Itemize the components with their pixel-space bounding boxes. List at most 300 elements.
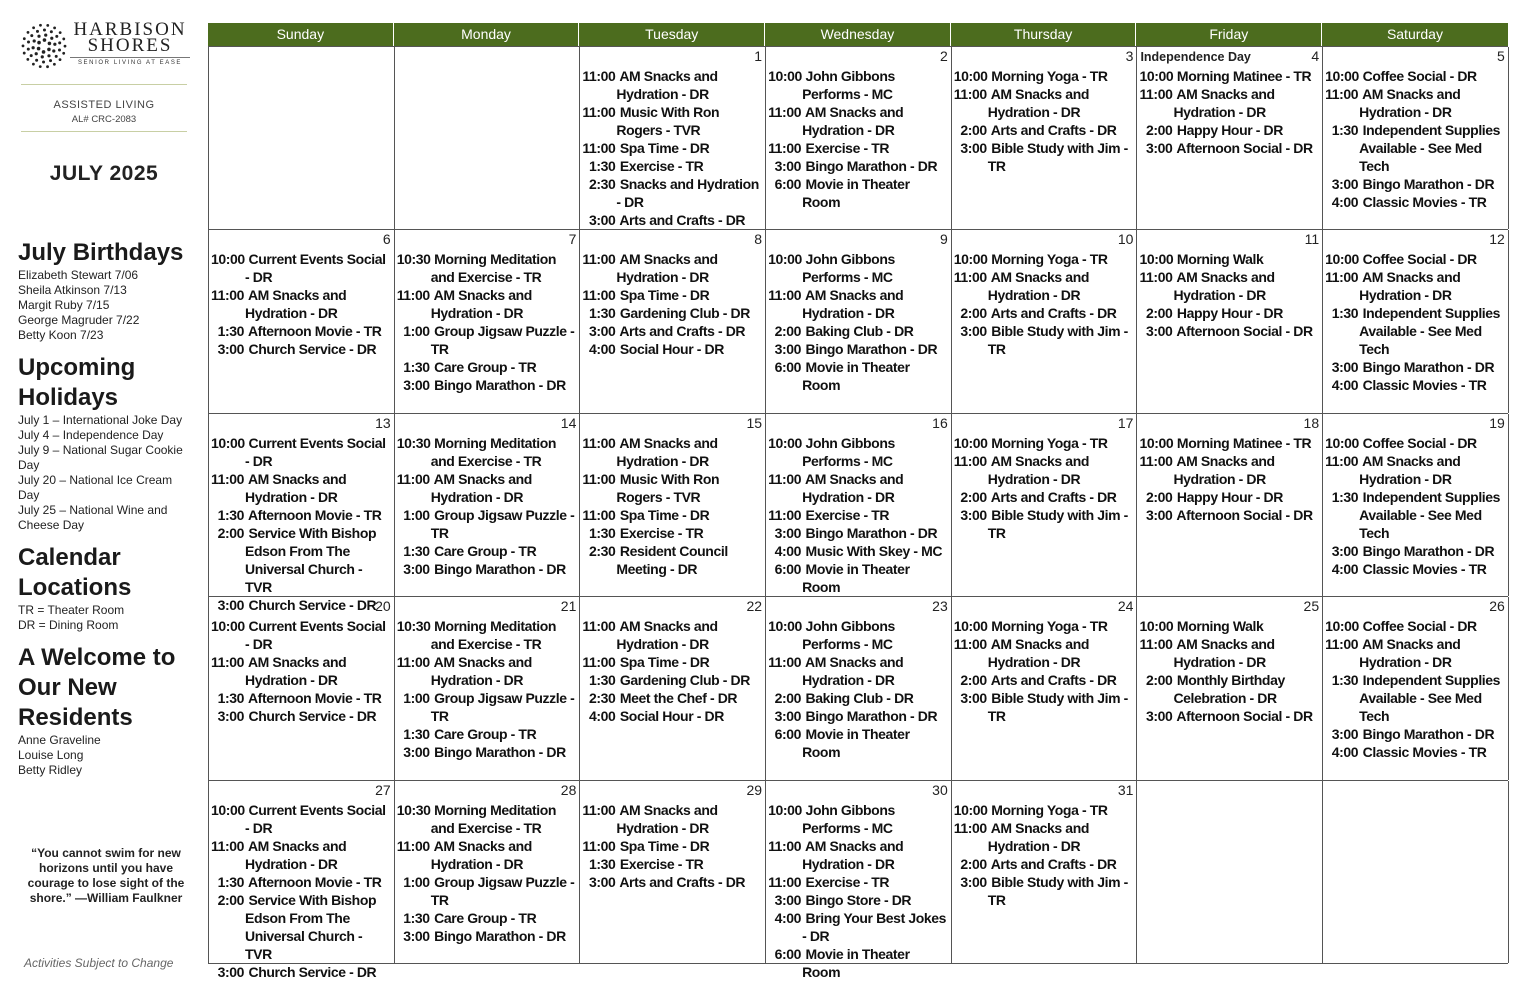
event-list (211, 250, 392, 358)
event-description: AM Snacks and Hydration - DR (987, 452, 1089, 487)
faulkner-quote: “You cannot swim for new horizons until you have courage to lose sight of the shore.” —William Faulkner (27, 846, 185, 905)
event-time: 3:00 (1331, 176, 1359, 192)
event-item (211, 891, 392, 963)
event-description: AM Snacks and Hydration - DR (616, 251, 718, 286)
event-item (582, 211, 763, 229)
event-time: 11:00 (582, 837, 616, 854)
event-item (397, 434, 578, 470)
event-description: AM Snacks and Hydration - DR (1173, 86, 1275, 120)
event-description: Morning Yoga - TR (987, 618, 1108, 635)
event-item (768, 909, 949, 945)
event-description: AM Snacks and Hydration - DR (802, 287, 904, 322)
event-list (211, 617, 392, 725)
new-resident-item: Betty Ridley (18, 763, 83, 777)
day-cell-14 (395, 414, 581, 596)
day-cell-21 (395, 597, 581, 779)
event-item (1325, 193, 1506, 211)
event-description: Bingo Store - DR (802, 891, 912, 908)
event-description: Afternoon Movie - TR (245, 873, 382, 890)
event-time: 1:30 (1331, 488, 1359, 505)
event-description: AM Snacks and Hydration - DR (245, 470, 347, 505)
event-list (1139, 67, 1320, 157)
event-time: 11:00 (582, 68, 616, 84)
logo-dot (53, 43, 56, 46)
event-time: 3:00 (960, 873, 987, 890)
event-time: 11:00 (582, 801, 616, 818)
event-list (768, 67, 949, 211)
event-list (397, 617, 578, 761)
birthdays-heading: July Birthdays (18, 239, 184, 266)
event-item (1325, 175, 1506, 193)
day-number: 27 (375, 781, 391, 798)
event-description: Bingo Marathon - DR (802, 708, 938, 725)
event-description: Bingo Marathon - DR (1359, 359, 1495, 376)
logo-dot (55, 55, 58, 58)
event-description: Happy Hour - DR (1173, 122, 1283, 138)
event-item (1325, 743, 1506, 761)
event-list (768, 250, 949, 394)
event-item (1139, 671, 1320, 707)
event-item (954, 434, 1135, 452)
holiday-item: July 20 – National Ice Cream Day (18, 473, 173, 502)
event-item (954, 121, 1135, 139)
event-list (582, 801, 763, 891)
day-cell-17 (952, 414, 1138, 596)
event-time: 2:00 (217, 524, 244, 541)
month-title: JULY 2025 (49, 162, 159, 185)
event-description: Social Hour - DR (616, 341, 724, 358)
event-description: Morning Yoga - TR (987, 801, 1108, 818)
logo-dot (52, 49, 55, 52)
event-time: 3:00 (403, 377, 430, 394)
event-time: 2:00 (217, 891, 244, 908)
event-list (954, 801, 1135, 909)
event-description: Group Jigsaw Puzzle - TR (430, 323, 575, 358)
holiday-item: July 9 – National Sugar Cookie Day (18, 443, 183, 472)
event-description: Gardening Club - DR (616, 305, 750, 322)
logo-dot (41, 55, 44, 58)
day-number: 28 (560, 781, 577, 798)
event-list (582, 250, 763, 358)
day-cell-3 (952, 47, 1138, 229)
event-description: Current Events Social - DR (245, 618, 386, 653)
event-time: 1:30 (588, 158, 616, 174)
event-item (582, 322, 763, 340)
day-number: 12 (1489, 231, 1505, 248)
event-item (954, 268, 1135, 304)
event-description: AM Snacks and Hydration - DR (987, 86, 1089, 120)
day-cell-30 (766, 781, 952, 980)
event-time: 11:00 (768, 873, 802, 890)
event-list (954, 617, 1135, 725)
event-item (768, 707, 949, 725)
day-number: 6 (382, 231, 391, 248)
calendar-grid (208, 46, 1508, 980)
event-time: 2:00 (774, 323, 802, 340)
event-description: Bingo Marathon - DR (430, 927, 566, 944)
day-cell-empty (1137, 781, 1323, 963)
event-time: 1:30 (1331, 672, 1359, 689)
event-item (582, 304, 763, 322)
event-time: 3:00 (217, 963, 244, 980)
assisted-living-label: ASSISTED LIVING (53, 99, 155, 111)
event-item (954, 250, 1135, 268)
event-description: Spa Time - DR (616, 287, 710, 304)
day-number: 11 (1304, 231, 1320, 248)
day-number: 25 (1303, 598, 1320, 615)
event-time: 11:00 (396, 837, 430, 854)
event-time: 3:00 (960, 506, 987, 523)
event-time: 1:30 (588, 672, 616, 689)
event-description: Church Service - DR (245, 708, 377, 725)
event-description: AM Snacks and Hydration - DR (802, 837, 904, 872)
event-description: Afternoon Movie - TR (245, 690, 382, 707)
location-item: TR = Theater Room (18, 603, 125, 617)
event-time: 10:30 (396, 434, 431, 451)
event-description: AM Snacks and Hydration - DR (430, 654, 532, 689)
event-description: Afternoon Social - DR (1173, 708, 1313, 725)
event-item (1325, 488, 1506, 542)
event-time: 10:30 (396, 801, 431, 818)
logo-dot (47, 48, 51, 52)
event-item (954, 671, 1135, 689)
event-item (582, 855, 763, 873)
day-number: 15 (746, 414, 763, 431)
event-description: Independent Supplies Available - See Med Tech (1359, 488, 1501, 541)
calendar-week-row (209, 780, 1508, 980)
event-description: Classic Movies - TR (1359, 194, 1487, 210)
event-item (768, 945, 949, 981)
event-item (1139, 139, 1320, 157)
event-time: 2:00 (1146, 122, 1173, 138)
event-description: Service With Bishop Edson From The Universal Church - TVR (245, 891, 377, 962)
event-time: 11:00 (768, 470, 802, 487)
day-cell-6 (209, 230, 395, 412)
event-item (1139, 85, 1320, 121)
event-time: 1:30 (217, 873, 244, 890)
event-description: Social Hour - DR (616, 708, 724, 725)
day-number: 31 (1117, 781, 1134, 798)
day-number: 18 (1303, 414, 1320, 431)
event-item (1325, 67, 1506, 85)
day-cell-29 (580, 781, 766, 963)
event-list (211, 801, 392, 981)
event-description: Morning Meditation and Exercise - TR (430, 618, 557, 653)
event-description: Bible Study with Jim - TR (987, 323, 1128, 358)
event-description: Baking Club - DR (802, 323, 914, 340)
logo-dot (43, 38, 47, 42)
event-description: Independent Supplies Available - See Med Tech (1359, 305, 1501, 358)
event-time: 11:00 (953, 86, 987, 102)
event-time: 2:30 (588, 542, 616, 559)
event-time: 11:00 (768, 287, 802, 304)
event-time: 11:00 (953, 636, 987, 653)
event-item (954, 689, 1135, 725)
event-item (397, 560, 578, 578)
event-description: Bring Your Best Jokes - DR (802, 909, 947, 944)
event-time: 11:00 (953, 452, 987, 469)
event-description: AM Snacks and Hydration - DR (245, 287, 347, 322)
event-item (397, 653, 578, 689)
event-description: Afternoon Social - DR (1173, 506, 1313, 523)
day-cell-19 (1323, 414, 1509, 596)
event-item (1325, 121, 1506, 175)
event-description: AM Snacks and Hydration - DR (1173, 269, 1275, 304)
event-time: 10:00 (1325, 68, 1359, 84)
event-item (954, 506, 1135, 542)
event-description: Spa Time - DR (616, 837, 710, 854)
event-item (1139, 250, 1320, 268)
day-cell-13 (209, 414, 395, 613)
event-item (768, 524, 949, 542)
event-item (397, 358, 578, 376)
event-description: Morning Yoga - TR (987, 434, 1108, 451)
event-description: Spa Time - DR (616, 654, 710, 671)
event-item (582, 873, 763, 891)
event-time: 11:00 (582, 618, 616, 635)
event-description: Bible Study with Jim - TR (987, 506, 1128, 541)
locations-heading-line2: Locations (18, 574, 132, 601)
logo-dot (37, 47, 41, 51)
event-time: 4:00 (1331, 560, 1359, 577)
logo-dot (55, 35, 58, 38)
monthly-calendar (208, 23, 1508, 980)
event-time: 3:00 (960, 140, 987, 156)
event-time: 11:00 (953, 819, 987, 836)
event-item (768, 725, 949, 761)
event-description: AM Snacks and Hydration - DR (802, 470, 904, 505)
event-time: 10:00 (953, 68, 988, 84)
day-cell-7 (395, 230, 581, 412)
event-description: Bingo Marathon - DR (1359, 542, 1495, 559)
logo-dot (50, 30, 53, 33)
event-list (1325, 67, 1506, 211)
event-time: 10:00 (1139, 618, 1174, 635)
event-description: John Gibbons Performs - MC (802, 434, 895, 469)
event-time: 1:30 (1331, 122, 1359, 138)
event-description: John Gibbons Performs - MC (802, 68, 895, 102)
event-item (1139, 322, 1320, 340)
event-description: Arts and Crafts - DR (987, 122, 1117, 138)
event-description: Music With Skey - MC (802, 542, 943, 559)
event-item (954, 488, 1135, 506)
event-time: 10:00 (211, 251, 245, 268)
event-time: 11:00 (211, 837, 245, 854)
event-item (1139, 304, 1320, 322)
day-number: 7 (568, 231, 577, 248)
event-item (582, 837, 763, 855)
event-item (211, 689, 392, 707)
day-number: 14 (560, 414, 577, 431)
event-time: 11:00 (1139, 86, 1173, 102)
event-description: Bible Study with Jim - TR (987, 690, 1128, 725)
event-item (397, 873, 578, 909)
event-time: 11:00 (211, 654, 245, 671)
logo-dot (58, 41, 61, 44)
event-time: 10:00 (211, 801, 245, 818)
event-item (582, 524, 763, 542)
event-item (1325, 250, 1506, 268)
logo-dot (39, 24, 42, 27)
logo-dot (36, 30, 39, 33)
event-item (211, 963, 392, 981)
event-item (397, 689, 578, 725)
event-time: 1:30 (588, 305, 616, 322)
day-cell-empty (209, 47, 395, 229)
event-time: 10:00 (1325, 251, 1359, 268)
event-item (211, 524, 392, 596)
day-cell-8 (580, 230, 766, 412)
event-time: 1:30 (403, 909, 430, 926)
event-time: 2:00 (960, 488, 987, 505)
event-time: 11:00 (1325, 269, 1359, 286)
logo-dot (50, 37, 53, 40)
event-item (397, 542, 578, 560)
event-time: 11:00 (582, 470, 616, 487)
event-time: 11:00 (768, 104, 802, 120)
sunburst-logo-icon (20, 22, 68, 70)
event-description: AM Snacks and Hydration - DR (430, 287, 532, 322)
event-time: 2:00 (774, 690, 802, 707)
event-description: Bingo Marathon - DR (802, 158, 938, 174)
event-description: Bingo Marathon - DR (802, 341, 938, 358)
event-item (1325, 452, 1506, 488)
day-cell-18 (1137, 414, 1323, 596)
event-description: Morning Yoga - TR (987, 68, 1108, 84)
event-item (397, 837, 578, 873)
day-cell-15 (580, 414, 766, 596)
day-cell-23 (766, 597, 952, 779)
event-description: Classic Movies - TR (1359, 377, 1487, 394)
event-description: Arts and Crafts - DR (616, 323, 746, 340)
event-item (768, 560, 949, 596)
event-item (768, 139, 949, 157)
day-cell-27 (209, 781, 395, 980)
event-time: 4:00 (588, 708, 616, 725)
event-item (768, 250, 949, 286)
event-item (211, 250, 392, 286)
weekday-header-thursday: Thursday (951, 23, 1137, 46)
event-description: AM Snacks and Hydration - DR (245, 837, 347, 872)
event-item (954, 85, 1135, 121)
event-time: 1:30 (588, 855, 616, 872)
logo-dot (30, 54, 33, 57)
event-time: 1:30 (1331, 305, 1359, 322)
logo-dot (53, 63, 56, 66)
logo-dot (22, 44, 25, 47)
event-item (582, 157, 763, 175)
event-description: Morning Matinee - TR (1173, 434, 1312, 451)
event-description: Bible Study with Jim - TR (987, 140, 1128, 174)
event-description: Service With Bishop Edson From The Universal Church - TVR (245, 524, 377, 595)
event-item (397, 801, 578, 837)
event-description: Snacks and Hydration - DR (616, 176, 759, 210)
day-number: 1 (754, 48, 763, 64)
event-time: 11:00 (1139, 269, 1173, 286)
event-time: 10:00 (953, 251, 988, 268)
event-item (1325, 304, 1506, 358)
logo-dot (27, 48, 30, 51)
event-time: 1:00 (403, 690, 430, 707)
event-time: 2:00 (1146, 672, 1173, 689)
event-description: Morning Matinee - TR (1173, 68, 1312, 84)
event-description: Arts and Crafts - DR (987, 672, 1117, 689)
event-time: 11:00 (582, 287, 616, 304)
event-item (211, 434, 392, 470)
event-item (211, 707, 392, 725)
event-item (768, 617, 949, 653)
event-time: 4:00 (1331, 744, 1359, 761)
event-list (1139, 617, 1320, 725)
event-description: John Gibbons Performs - MC (802, 801, 895, 836)
logo-dot (32, 26, 35, 29)
event-time: 1:30 (403, 726, 430, 743)
event-item (211, 322, 392, 340)
event-time: 3:00 (774, 891, 802, 908)
event-time: 3:00 (1331, 726, 1359, 743)
logo-dot (33, 39, 36, 42)
event-item (768, 653, 949, 689)
event-description: Afternoon Movie - TR (245, 323, 382, 340)
day-cell-12 (1323, 230, 1509, 412)
logo-dot (58, 49, 61, 52)
weekday-header-saturday: Saturday (1386, 26, 1443, 42)
event-description: Classic Movies - TR (1359, 560, 1487, 577)
event-description: Church Service - DR (245, 963, 377, 980)
event-time: 2:00 (1146, 488, 1173, 505)
event-item (397, 470, 578, 506)
event-time: 3:00 (1146, 323, 1173, 340)
event-item (954, 635, 1135, 671)
event-time: 10:00 (768, 801, 802, 818)
event-item (582, 617, 763, 653)
event-description: Current Events Social - DR (245, 251, 386, 286)
day-cell-28 (395, 781, 581, 963)
event-time: 11:00 (582, 140, 616, 156)
event-description: Bingo Marathon - DR (1359, 176, 1495, 192)
event-item (211, 286, 392, 322)
event-item (768, 358, 949, 394)
event-list (1325, 434, 1506, 578)
event-time: 2:00 (960, 305, 987, 322)
event-description: Bingo Marathon - DR (430, 377, 566, 394)
event-item (582, 434, 763, 470)
event-description: John Gibbons Performs - MC (802, 618, 895, 653)
event-time: 6:00 (774, 945, 802, 962)
day-cell-22 (580, 597, 766, 779)
birthday-item: Margit Ruby 7/15 (18, 298, 110, 312)
event-item (397, 743, 578, 761)
event-item (768, 157, 949, 175)
holidays-section (18, 353, 190, 533)
event-description: AM Snacks and Hydration - DR (245, 654, 347, 689)
day-cell-2 (766, 47, 952, 229)
event-description: Gardening Club - DR (616, 672, 750, 689)
event-item (954, 304, 1135, 322)
weekday-header-friday: Friday (1136, 23, 1322, 46)
day-number: 4 (1311, 48, 1320, 64)
logo-dot (35, 52, 38, 55)
day-number: 16 (932, 414, 948, 431)
event-item (1325, 635, 1506, 671)
logo-tagline: SENIOR LIVING AT EASE (70, 57, 190, 66)
event-list (1139, 250, 1320, 340)
event-item (211, 470, 392, 506)
event-item (582, 340, 763, 358)
logo-dot (23, 52, 26, 55)
birthday-item: Betty Koon 7/23 (18, 328, 104, 342)
event-item (582, 671, 763, 689)
